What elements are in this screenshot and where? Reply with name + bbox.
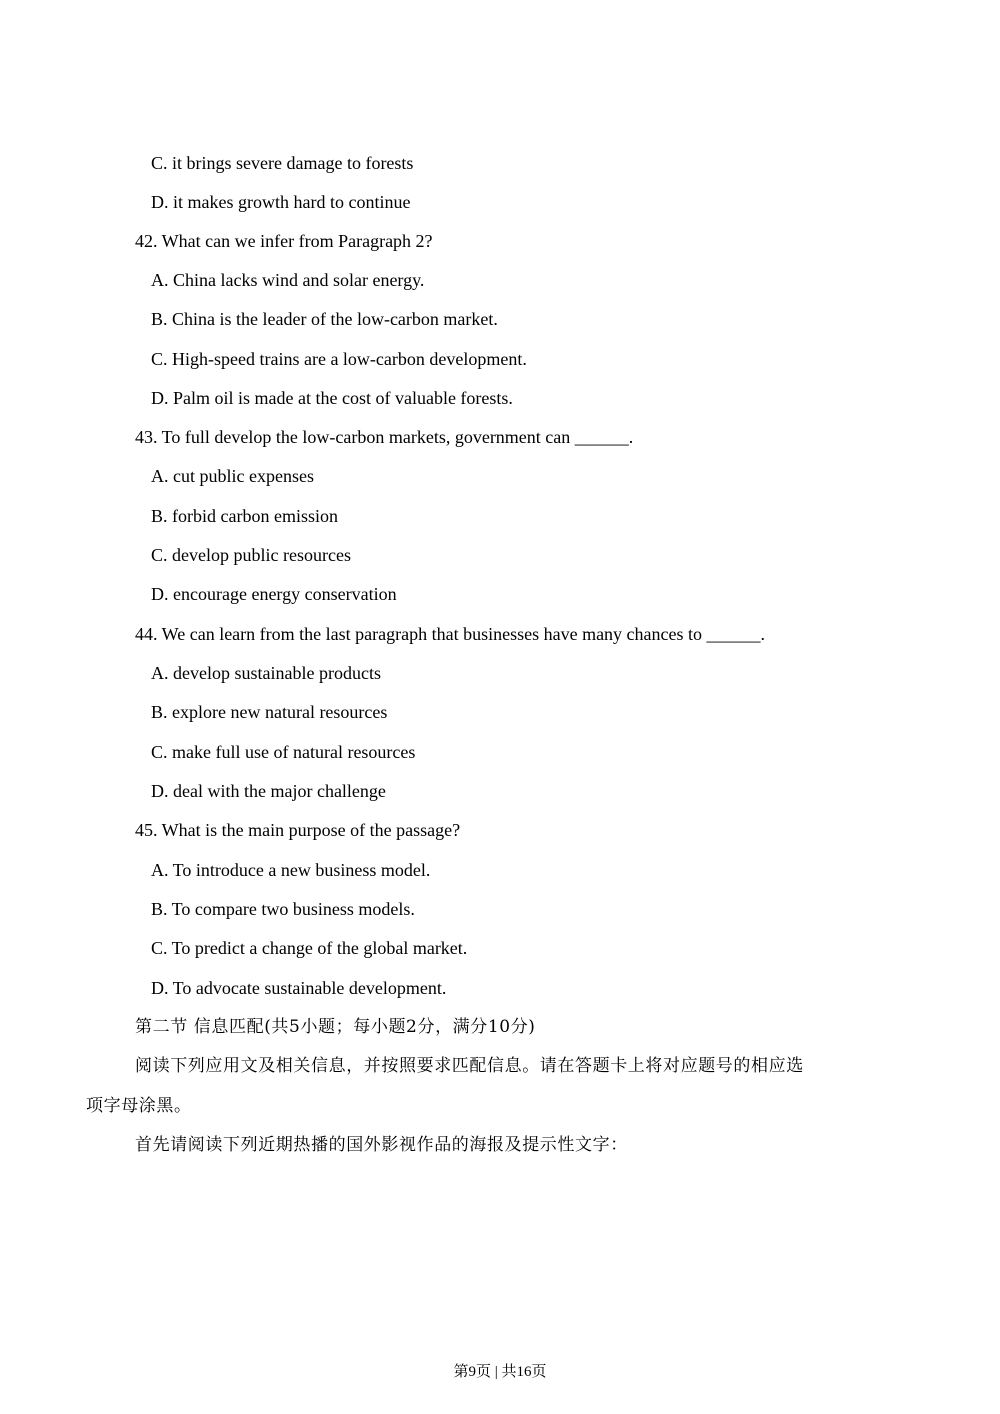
q42-option-a: A. China lacks wind and solar energy. (151, 270, 425, 290)
q45-option-a: A. To introduce a new business model. (151, 860, 431, 880)
section2-instruction-line1: 阅读下列应用文及相关信息，并按照要求匹配信息。请在答题卡上将对应题号的相应选 (135, 1056, 804, 1076)
q44-option-d: D. deal with the major challenge (151, 781, 386, 801)
q44-stem: 44. We can learn from the last paragraph that businesses have many chances to ______. (135, 624, 766, 644)
q43-option-d: D. encourage energy conservation (151, 584, 397, 604)
q42-option-b: B. China is the leader of the low-carbon market. (151, 309, 498, 329)
q43-option-a: A. cut public expenses (151, 466, 314, 486)
q41-option-d: D. it makes growth hard to continue (151, 192, 411, 212)
q42-stem: 42. What can we infer from Paragraph 2? (135, 231, 433, 251)
q43-stem: 43. To full develop the low-carbon markets, government can ______. (135, 427, 634, 447)
q41-option-c: C. it brings severe damage to forests (151, 153, 414, 173)
section2-heading: 第二节 信息匹配(共5小题；每小题2分，满分10分) (135, 1017, 536, 1037)
q44-option-a: A. develop sustainable products (151, 663, 381, 683)
q43-option-b: B. forbid carbon emission (151, 506, 338, 526)
q43-option-c: C. develop public resources (151, 545, 351, 565)
q45-option-c: C. To predict a change of the global market. (151, 938, 468, 958)
q45-option-d: D. To advocate sustainable development. (151, 978, 447, 998)
q45-stem: 45. What is the main purpose of the passage? (135, 820, 461, 840)
section2-intro: 首先请阅读下列近期热播的国外影视作品的海报及提示性文字： (135, 1135, 628, 1155)
q44-option-b: B. explore new natural resources (151, 702, 388, 722)
q44-option-c: C. make full use of natural resources (151, 742, 416, 762)
q42-option-c: C. High-speed trains are a low-carbon development. (151, 349, 527, 369)
page-number-footer: 第9页 | 共16页 (453, 1364, 547, 1380)
section2-instruction-line2: 项字母涂黑。 (86, 1096, 192, 1116)
q42-option-d: D. Palm oil is made at the cost of valuable forests. (151, 388, 513, 408)
q45-option-b: B. To compare two business models. (151, 899, 415, 919)
